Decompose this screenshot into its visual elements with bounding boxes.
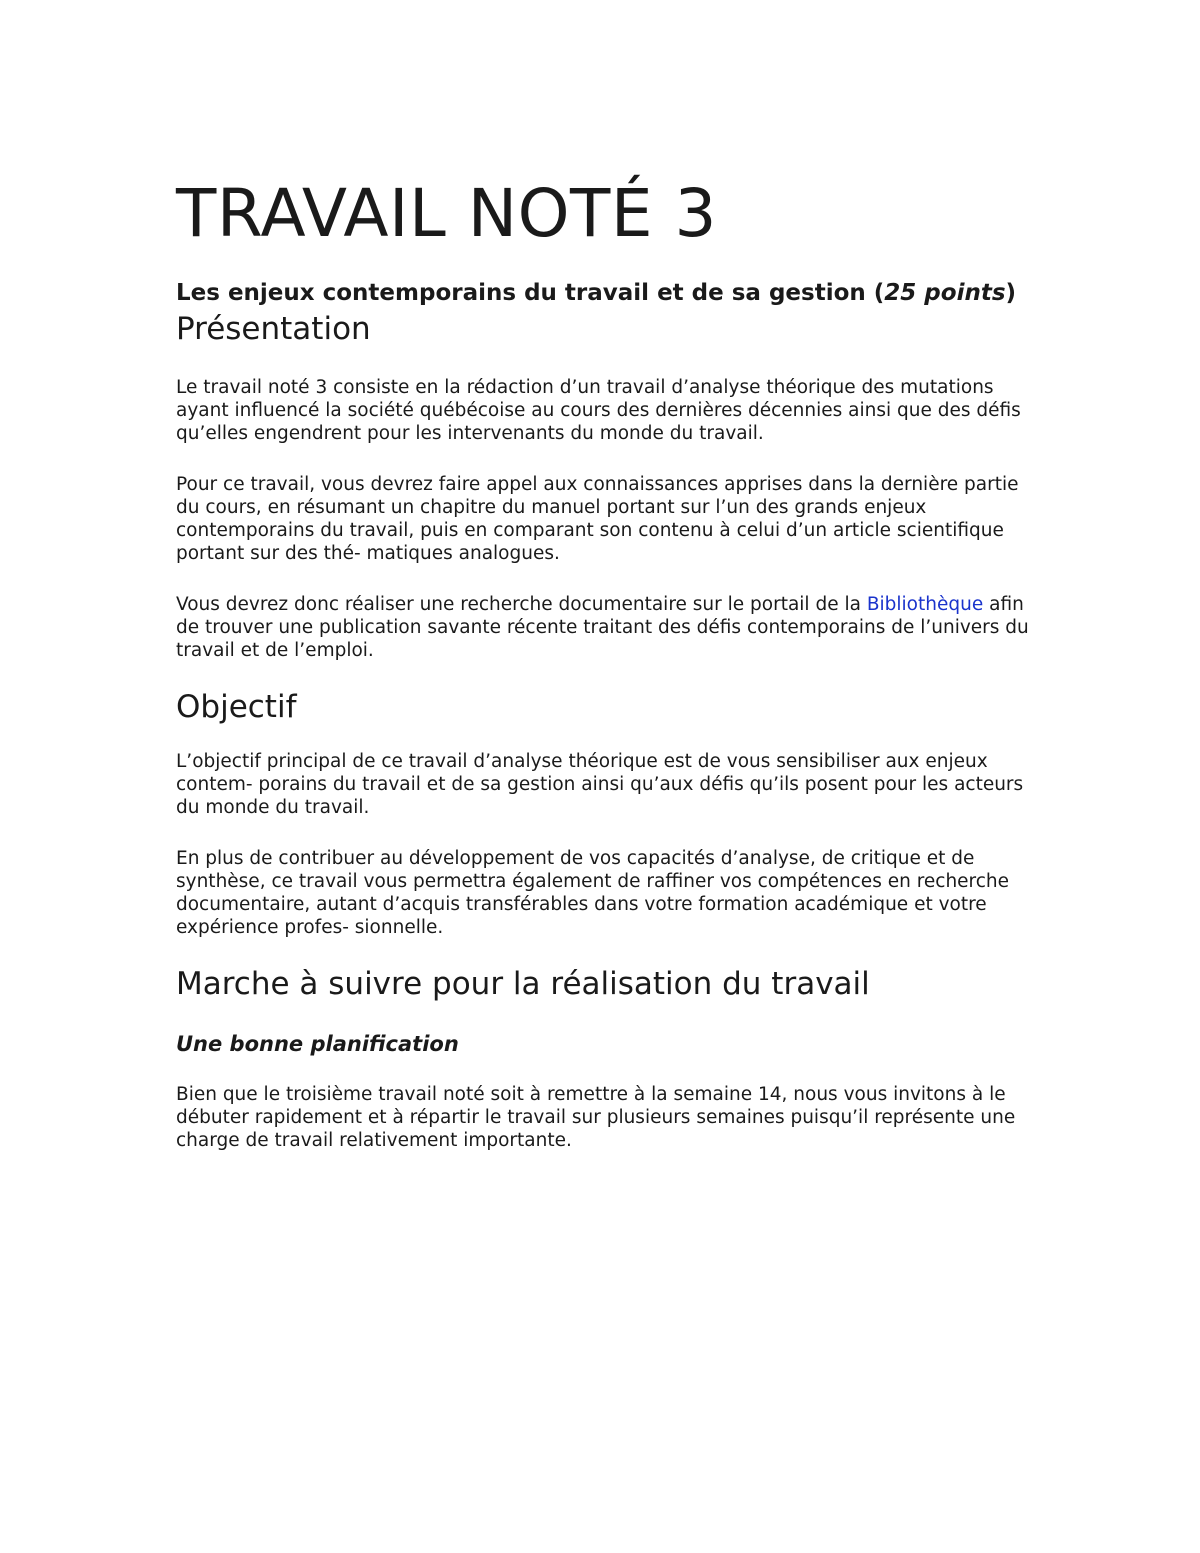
paragraph-3-after: afin de trouver une publication savante récente traitant des défis contemporains de l’univers du travail et de l’emploi. <box>176 594 1029 661</box>
presentation-paragraph-2: Pour ce travail, vous devrez faire appel aux connaissances apprises dans la dernière partie du cours, en résumant un chapitre du manuel portant sur l’un des grands enjeux contemporains du travail, puis en comparant son contenu à celui d’un article scientifique portant sur des thé- matiques analogues. <box>176 474 1019 564</box>
subtitle-text: Les enjeux contemporains du travail et de sa gestion ( <box>176 280 885 306</box>
objectif-paragraph-2: En plus de contribuer au développement de vos capacités d’analyse, de critique et de synthèse, ce travail vous permettra également de raffiner vos compétences en recherche documentaire, autant d’acquis transférables dans votre formation académique et votre expérience profes- sionnelle. <box>176 848 1010 938</box>
marche-paragraph-1: Bien que le troisième travail noté soit à remettre à la semaine 14, nous vous invitons à le débuter rapidement et à répartir le travail sur plusieurs semaines puisqu’il représente une charge de travail relativement importante. <box>176 1084 1016 1151</box>
heading-presentation: Présentation <box>176 311 371 347</box>
bibliotheque-link[interactable]: Bibliothèque <box>866 594 984 615</box>
document-page <box>176 176 1036 1152</box>
presentation-paragraph-3 <box>176 593 1036 662</box>
paragraph-3-before: Vous devrez donc réaliser une recherche documentaire sur le portail de la <box>176 594 861 615</box>
document-title: TRAVAIL NOTÉ 3 <box>176 175 718 252</box>
presentation-paragraph-1: Le travail noté 3 consiste en la rédaction d’un travail d’analyse théorique des mutations ayant influencé la société québécoise au cours des dernières décennies ainsi que des défis qu’elles engendrent pour les intervenants du monde du travail. <box>176 377 1021 444</box>
heading-objectif: Objectif <box>176 689 297 725</box>
objectif-paragraph-1: L’objectif principal de ce travail d’analyse théorique est de vous sensibiliser aux enjeux contem- porains du travail et de sa gestion ainsi qu’aux défis qu’ils posent pour les acteurs du monde du travail. <box>176 751 1024 818</box>
subheading-planification: Une bonne planification <box>176 1032 459 1056</box>
subtitle-points: 25 points <box>884 280 1006 306</box>
document-subtitle <box>176 278 1036 308</box>
heading-marche-a-suivre: Marche à suivre pour la réalisation du travail <box>176 966 870 1002</box>
subtitle-close: ) <box>1005 280 1017 306</box>
